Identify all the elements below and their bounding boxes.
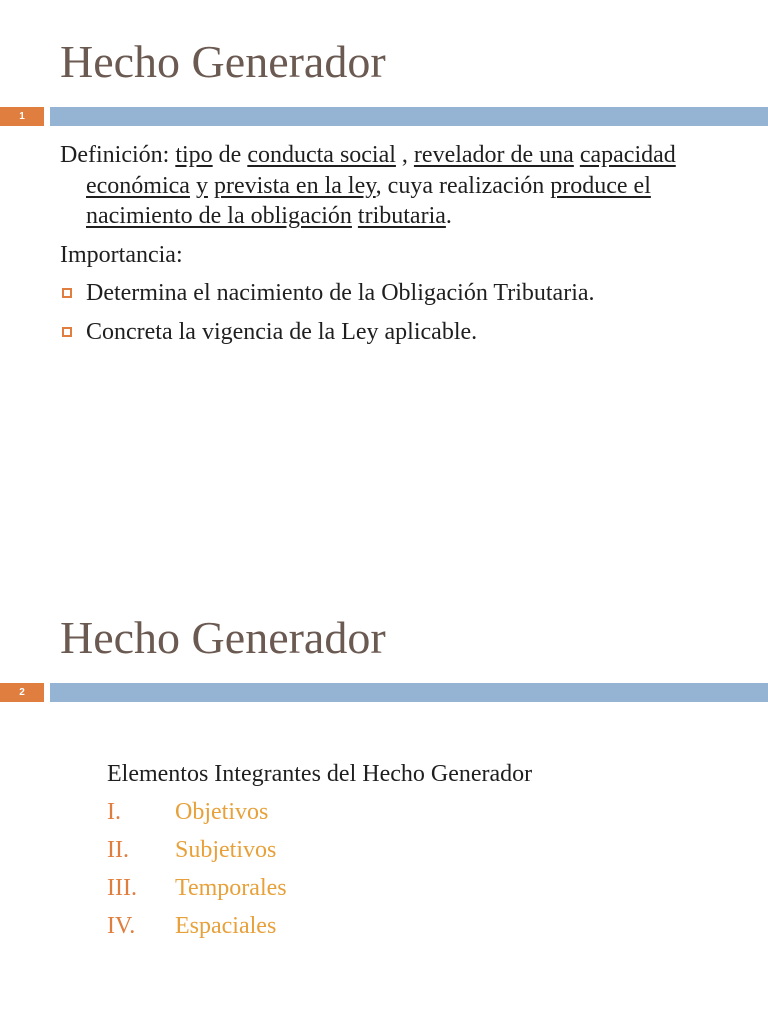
- list-numeral: IV.: [107, 913, 136, 939]
- term-prevista: prevista en la ley: [213, 172, 376, 199]
- bullet-text: Concreta la vigencia de la Ley aplicable.: [86, 318, 478, 345]
- slide-body: [107, 755, 532, 945]
- definition-label: Definición:: [60, 142, 170, 168]
- list-item: [107, 793, 532, 831]
- slide-2: [0, 576, 768, 1024]
- slide-title: Hecho Generador: [60, 612, 386, 663]
- term-produce: produce el nacimiento de la obligación: [86, 172, 651, 229]
- list-numeral: I.: [107, 799, 121, 825]
- text-cuya: , cuya: [375, 172, 433, 199]
- square-bullet-icon: [62, 288, 72, 298]
- slide-number: 2: [0, 683, 44, 702]
- elements-heading: Elementos Integrantes del Hecho Generador: [107, 761, 533, 787]
- term-conducta-social: conducta social: [247, 142, 396, 168]
- text-period: .: [445, 203, 452, 229]
- term-capacidad: capacidad económica: [86, 142, 676, 199]
- term-y: y: [195, 172, 208, 199]
- text-realizacion: realización: [438, 172, 545, 199]
- bullet-item: [60, 278, 700, 309]
- term-tipo: tipo: [175, 142, 213, 168]
- text-comma: ,: [401, 142, 408, 168]
- bullet-text: Determina el nacimiento de la Obligación Tributaria.: [86, 280, 595, 306]
- header-band: [50, 107, 768, 126]
- slide-number: 1: [0, 107, 44, 126]
- list-label: Subjetivos: [175, 837, 277, 863]
- list-item: [107, 831, 532, 869]
- list-label: Espaciales: [175, 913, 277, 939]
- list-label: Temporales: [175, 875, 287, 901]
- term-revelador: revelador de una: [413, 142, 574, 168]
- slide-body: [60, 140, 700, 355]
- square-bullet-icon: [62, 327, 72, 337]
- text-de: de: [218, 142, 242, 168]
- term-tributaria: tributaria: [357, 203, 446, 229]
- list-numeral: III.: [107, 875, 137, 901]
- list-numeral: II.: [107, 837, 129, 863]
- bullet-item: [60, 317, 700, 348]
- slide-title: Hecho Generador: [60, 36, 386, 87]
- list-item: [107, 869, 532, 907]
- list-label: Objetivos: [175, 799, 269, 825]
- importance-label: Importancia:: [60, 241, 183, 268]
- header-band: [50, 683, 768, 702]
- list-item: [107, 907, 532, 945]
- definition-paragraph: [60, 140, 700, 232]
